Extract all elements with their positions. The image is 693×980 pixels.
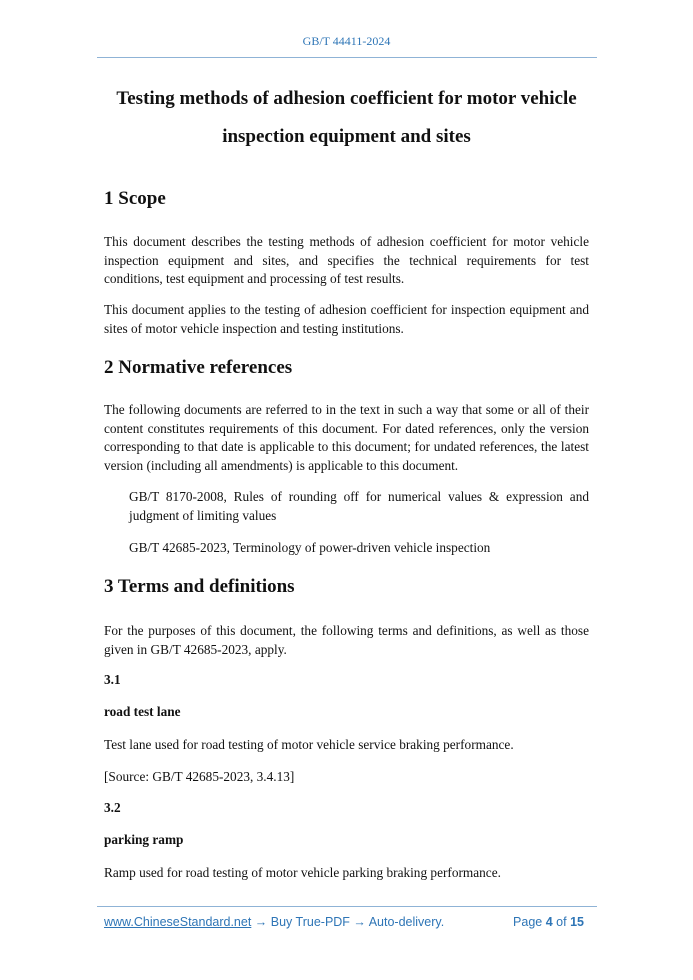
page-of: of bbox=[556, 915, 567, 929]
term-definition: Test lane used for road testing of motor vehicle service braking performance. bbox=[104, 737, 514, 752]
document-title-line-1: Testing methods of adhesion coefficient for motor vehicle bbox=[116, 88, 577, 109]
scope-paragraph-1: This document describes the testing methods of adhesion coefficient for motor vehicle inspection equipment and sites, and specifies the technical requirements for test conditions, test equipment and processing of test results. bbox=[104, 234, 589, 286]
page-current: 4 bbox=[545, 915, 553, 929]
footer-site-link[interactable]: www.ChineseStandard.net bbox=[104, 915, 252, 929]
header-doc-code: GB/T 44411-2024 bbox=[302, 34, 391, 48]
page-total: 15 bbox=[570, 915, 584, 929]
normative-reference-item: GB/T 8170-2008, Rules of rounding off for numerical values & expression and judgment of limiting values bbox=[129, 489, 589, 523]
footer-promo bbox=[104, 915, 444, 929]
scope-paragraph-2: This document applies to the testing of adhesion coefficient for inspection equipment and sites of motor vehicle inspection and testing institutions. bbox=[104, 302, 589, 336]
term-source: [Source: GB/T 42685-2023, 3.4.13] bbox=[104, 769, 295, 784]
term-definition: Ramp used for road testing of motor vehicle parking braking performance. bbox=[104, 865, 501, 880]
footer-divider bbox=[97, 906, 597, 907]
term-name: parking ramp bbox=[104, 832, 184, 847]
document-title-line-2: inspection equipment and sites bbox=[222, 126, 471, 147]
section-heading-terms-and-definitions: 3 Terms and definitions bbox=[104, 576, 295, 597]
section-heading-scope: 1 Scope bbox=[104, 188, 166, 209]
section-heading-normative-references: 2 Normative references bbox=[104, 357, 293, 378]
document-title bbox=[60, 80, 633, 156]
normative-reference-item: GB/T 42685-2023, Terminology of power-driven vehicle inspection bbox=[129, 540, 491, 555]
term-number: 3.2 bbox=[104, 800, 121, 815]
term-name: road test lane bbox=[104, 704, 181, 719]
normative-references-paragraph: The following documents are referred to in the text in such a way that some or all of their content constitutes requirements of this document. For dated references, only the version corresponding to that date is applicable to this document; for undated references, the latest version (including all amendments) is applicable to this document. bbox=[104, 402, 589, 473]
terms-intro-paragraph: For the purposes of this document, the following terms and definitions, as well as those given in GB/T 42685-2023, apply. bbox=[104, 623, 589, 657]
page-number bbox=[513, 915, 584, 929]
term-number: 3.1 bbox=[104, 672, 121, 687]
page-label: Page bbox=[513, 915, 543, 929]
footer-promo-text: → Buy True-PDF → Auto-delivery. bbox=[251, 915, 445, 929]
header-divider bbox=[97, 57, 597, 58]
page-footer bbox=[104, 915, 584, 935]
